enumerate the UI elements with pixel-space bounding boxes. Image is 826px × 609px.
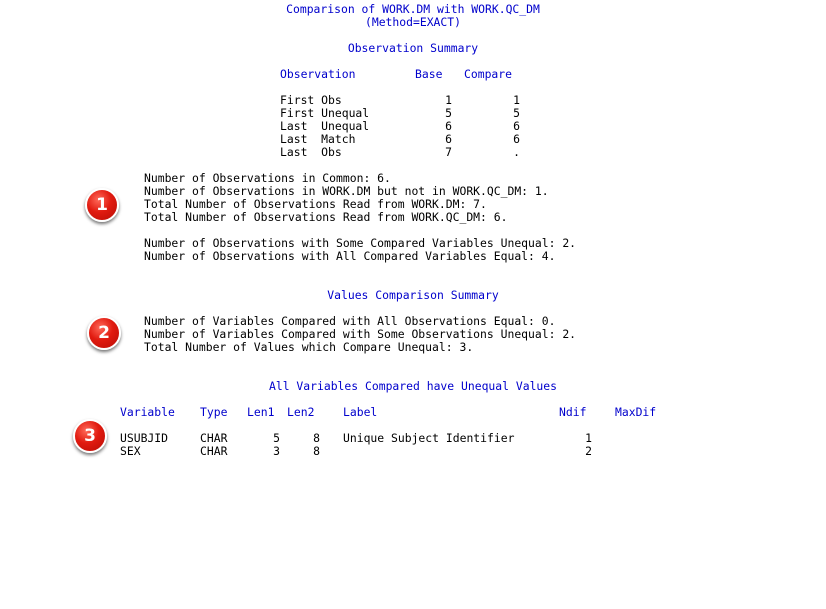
var-row-len2: 8 [313,431,320,445]
obs-note: Number of Observations with All Compared Variables Equal: 4. [144,249,556,263]
obs-row-compare: 6 [513,119,520,133]
var-row-ndif: 1 [585,431,592,445]
unequal-vars-title: All Variables Compared have Unequal Values [268,379,558,393]
var-row-len2: 8 [313,444,320,458]
col-header-base: Base [415,67,443,81]
obs-note: Number of Observations in Common: 6. [144,171,391,185]
col-header-maxdif: MaxDif [615,405,657,419]
callout-badge-2: 2 [87,316,121,350]
obs-row-compare: 5 [513,106,520,120]
obs-note: Number of Observations with Some Compared Variables Unequal: 2. [144,236,577,250]
obs-row-label: Last Match [280,132,356,146]
col-header-len2: Len2 [287,405,315,419]
col-header-type: Type [200,405,228,419]
obs-row-base: 6 [445,119,452,133]
obs-row-base: 1 [445,93,452,107]
col-header-ndif: Ndif [559,405,587,419]
obs-row-base: 5 [445,106,452,120]
obs-row-base: 6 [445,132,452,146]
col-header-label: Label [343,405,378,419]
obs-row-compare: 1 [513,93,520,107]
var-row-ndif: 2 [585,444,592,458]
col-header-variable: Variable [120,405,175,419]
observation-summary-title: Observation Summary [347,41,479,55]
var-row-len1: 3 [273,444,280,458]
var-row-variable: SEX [120,444,141,458]
col-header-compare: Compare [464,67,513,81]
obs-row-compare: . [513,145,520,159]
values-note: Number of Variables Compared with Some Observations Unequal: 2. [144,327,577,341]
col-header-len1: Len1 [247,405,275,419]
obs-row-label: First Unequal [280,106,370,120]
obs-note: Total Number of Observations Read from WORK.QC_DM: 6. [144,210,508,224]
values-note: Number of Variables Compared with All Observations Equal: 0. [144,314,556,328]
obs-row-compare: 6 [513,132,520,146]
obs-row-label: Last Unequal [280,119,370,133]
values-summary-title: Values Comparison Summary [327,288,499,302]
obs-row-label: First Obs [280,93,342,107]
var-row-type: CHAR [200,444,228,458]
var-row-type: CHAR [200,431,228,445]
col-header-observation: Observation [280,67,356,81]
var-row-len1: 5 [273,431,280,445]
values-note: Total Number of Values which Compare Unequal: 3. [144,340,474,354]
obs-note: Number of Observations in WORK.DM but not in WORK.QC_DM: 1. [144,184,549,198]
var-row-variable: USUBJID [120,431,169,445]
report-title: Comparison of WORK.DM with WORK.QC_DM [286,2,540,16]
obs-row-base: 7 [445,145,452,159]
obs-note: Total Number of Observations Read from WORK.DM: 7. [144,197,487,211]
obs-row-label: Last Obs [280,145,342,159]
var-row-label: Unique Subject Identifier [343,431,515,445]
report-method: (Method=EXACT) [364,15,461,29]
callout-badge-1: 1 [85,188,119,222]
callout-badge-3: 3 [73,419,107,453]
